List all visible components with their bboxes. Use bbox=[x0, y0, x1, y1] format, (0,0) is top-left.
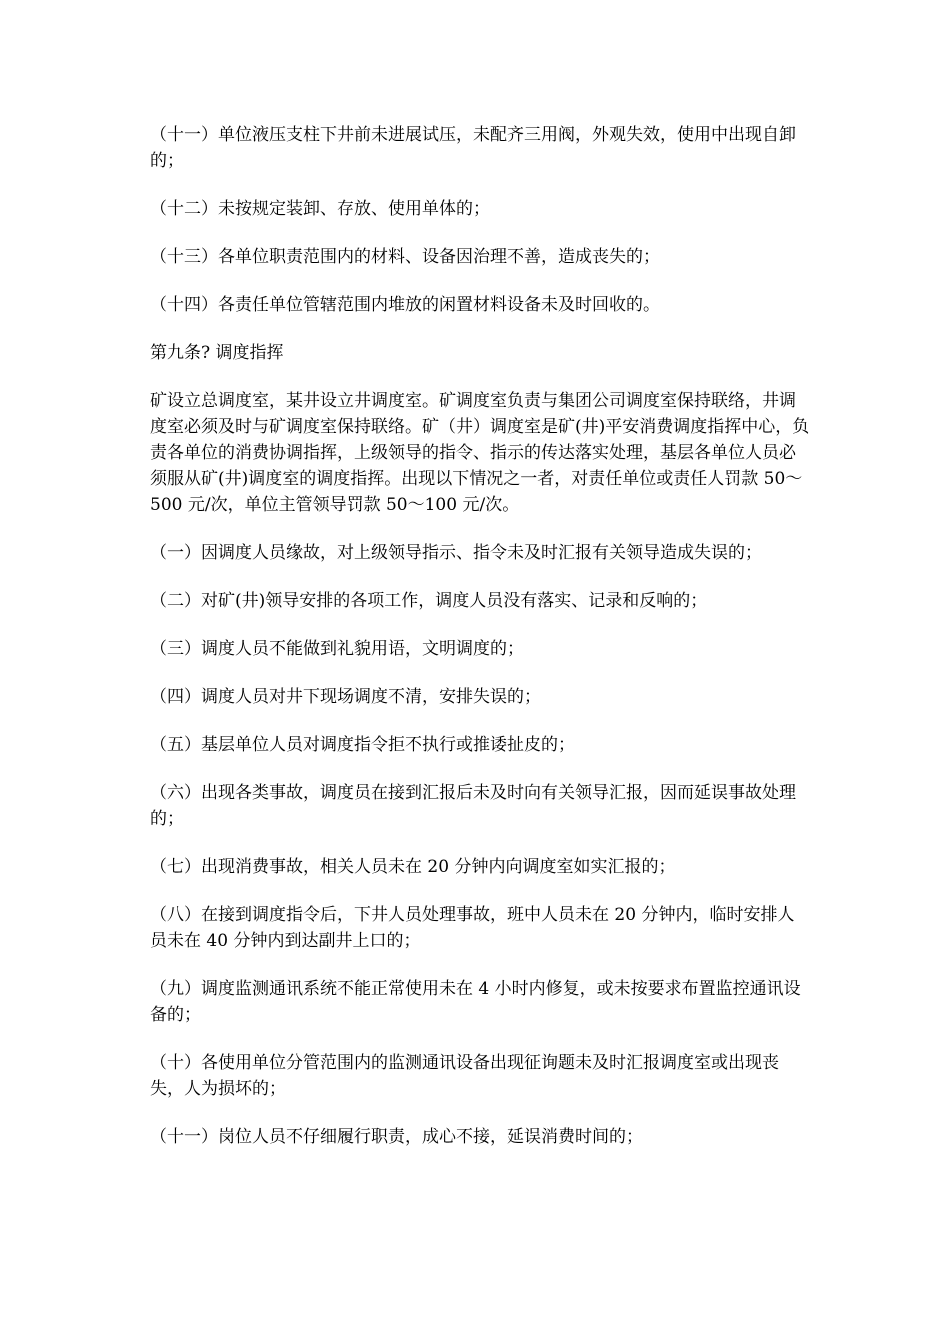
paragraph: （三）调度人员不能做到礼貌用语，文明调度的； bbox=[150, 639, 524, 659]
paragraph: （九）调度监测通讯系统不能正常使用未在 4 小时内修复，或未按要求布置监控通讯设备的； bbox=[150, 979, 801, 1025]
paragraph: （二）对矿(井)领导安排的各项工作，调度人员没有落实、记录和反响的； bbox=[150, 591, 708, 611]
paragraph: 矿设立总调度室，某井设立井调度室。矿调度室负责与集团公司调度室保持联络，井调度室必须及时与矿调度室保持联络。矿（井）调度室是矿(井)平安消费调度指挥中心，负责各单位的消费协调指挥，上级领导的指令、指示的传达落实处理，基层各单位人员必须服从矿(井)调度室的调度指挥。出现以下情况之一者，对责任单位或责任人罚款 50～500 元/次，单位主管领导罚款 50～100 元/次。 bbox=[150, 391, 810, 515]
paragraph: （五）基层单位人员对调度指令拒不执行或推诿扯皮的； bbox=[150, 735, 575, 755]
paragraph: （十一）单位液压支柱下井前未进展试压，未配齐三用阀，外观失效，使用中出现自卸的； bbox=[150, 125, 796, 171]
paragraph: （四）调度人员对井下现场调度不清，安排失误的； bbox=[150, 687, 541, 707]
section-heading: 第九条? 调度指挥 bbox=[150, 343, 284, 363]
paragraph: （十三）各单位职责范围内的材料、设备因治理不善，造成丧失的； bbox=[150, 247, 660, 267]
document-body bbox=[150, 122, 810, 1172]
paragraph: （十二）未按规定装卸、存放、使用单体的； bbox=[150, 199, 490, 219]
paragraph: （八）在接到调度指令后，下井人员处理事故，班中人员未在 20 分钟内，临时安排人员未在 40 分钟内到达副井上口的； bbox=[150, 905, 795, 951]
paragraph: （十）各使用单位分管范围内的监测通讯设备出现征询题未及时汇报调度室或出现丧失，人为损坏的； bbox=[150, 1053, 779, 1099]
paragraph: （七）出现消费事故，相关人员未在 20 分钟内向调度室如实汇报的； bbox=[150, 857, 676, 877]
paragraph: （六）出现各类事故，调度员在接到汇报后未及时向有关领导汇报，因而延误事故处理的； bbox=[150, 783, 796, 829]
paragraph: （一）因调度人员缘故，对上级领导指示、指令未及时汇报有关领导造成失误的； bbox=[150, 543, 762, 563]
paragraph: （十四）各责任单位管辖范围内堆放的闲置材料设备未及时回收的。 bbox=[150, 295, 660, 315]
paragraph: （十一）岗位人员不仔细履行职责，成心不接，延误消费时间的； bbox=[150, 1127, 643, 1147]
